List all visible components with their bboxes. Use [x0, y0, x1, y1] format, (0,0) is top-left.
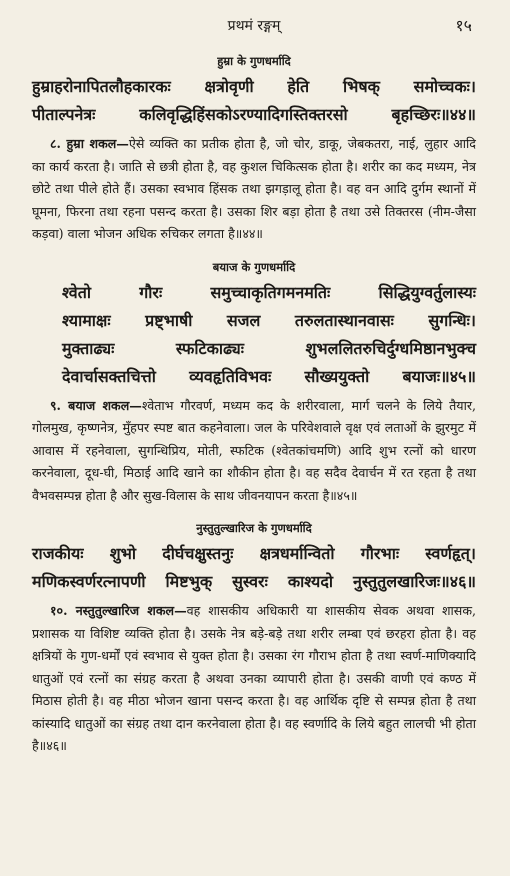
sanskrit-verse: [32, 279, 476, 391]
commentary-body: ऐसे व्यक्ति का प्रतीक होता है, जो चोर, डाकू, जेबकतरा, नाई, लुहार आदि का कार्य करता है। जाति से छत्री होता है, वह कुशल चिकित्सक होता है। शरीर का कद मध्यम, नेत्र छोटे तथा पीले होते हैं। उसका स्वभाव हिंसक तथा झगड़ालू होता है। वह वन आदि दुर्गम स्थानों में घूमना, फिरना तथा रहना पसन्द करता है। उसका शिर बड़ा होता है तथा उसे तिक्तरस (नीम-जैसा कड़वा) वाला भोजन अधिक रुचिकर लगता है॥४४॥: [32, 136, 476, 241]
commentary-lead: १०. नस्तुतुल्खारिज शकल—: [50, 603, 187, 618]
commentary-body: वह शासकीय अधिकारी या शासकीय सेवक अथवा शासक, प्रशासक या विशिष्ट व्यक्ति होता है। उसके नेत्र बड़े-बड़े तथा शरीर लम्बा एवं छरहरा होता है। वह क्षत्रियों के गुण-धर्मों एवं स्वभाव से युक्त होता है। उसका रंग गौराभ होता है तथा स्वर्ण-माणिक्यादि धातुओं एवं रत्नों का संग्रह करता है अथवा उनका व्यापारी होता है। उसकी वाणी एवं कण्ठ में मिठास होती है। वह मीठा भोजन खाना पसन्द करता है। वह आर्थिक दृष्टि से सम्पन्न होता है तथा कांस्यादि धातुओं का संग्रह तथा दान करनेवाला होता है। वह स्वर्णादि के लिये बहुत लालची भी होता है॥४६॥: [32, 603, 476, 753]
verse-section: [32, 260, 476, 508]
section-heading: नुस्तुतुल्खारिज के गुणधर्मादि: [196, 521, 312, 535]
verse-word: सिद्धियुग्वर्तुलास्यः: [378, 282, 476, 302]
verse-word: गौरभाः: [360, 544, 400, 563]
verse-line: [32, 279, 476, 307]
verse-word: काश्यदो: [287, 572, 333, 591]
verse-word: समोच्चकः।: [413, 77, 476, 96]
page-number: १५: [455, 16, 472, 35]
verse-word: दीर्घचक्षुस्तनुः: [162, 544, 234, 563]
verse-word: समुच्चाकृतिगमनमतिः: [210, 282, 331, 302]
verse-section: [32, 54, 476, 246]
verse-line: [32, 568, 476, 596]
section-heading: हुम्रा के गुणधर्मादि: [217, 54, 291, 68]
hindi-commentary: [32, 600, 476, 758]
verse-word: व्यवहृतिविभवः: [189, 366, 272, 386]
verse-line: [32, 307, 476, 335]
verse-word: सौख्ययुक्तो: [304, 366, 370, 386]
running-title: प्रथमं रङ्गम्: [227, 18, 281, 34]
verse-word: नुस्तुतुलखारिजः॥४६॥: [352, 572, 476, 591]
verse-word: मुक्ताढ्यः: [62, 338, 115, 358]
verse-word: स्फटिकाढ्यः: [175, 338, 244, 358]
verse-word: हुम्राहरोनापितलौहकारकः: [32, 77, 171, 96]
verse-line: [32, 101, 476, 129]
verse-word: मिष्टभुक्: [165, 572, 213, 591]
verse-word: राजकीयः: [32, 544, 84, 563]
verse-line: [32, 73, 476, 101]
section-heading: बयाज के गुणधर्मादि: [212, 259, 296, 274]
verse-word: कलिवृद्धिहिंसकोऽरण्यादिगस्तिक्तरसो: [139, 105, 348, 124]
verse-word: शुभललितरुचिर्दुग्धमिष्ठानभुक्च: [305, 338, 476, 358]
verse-line: [32, 540, 476, 568]
sections-container: [32, 54, 476, 758]
verse-line: [32, 363, 476, 391]
verse-word: बृहच्छिरः॥४४॥: [391, 105, 476, 124]
verse-word: क्षत्रधर्मान्वितो: [259, 544, 335, 563]
hindi-commentary: [32, 395, 476, 508]
hindi-commentary: [32, 133, 476, 246]
verse-word: बयाजः॥४५॥: [402, 366, 476, 386]
commentary-lead: ९. बयाज शकल—: [50, 397, 142, 413]
verse-word: देवार्चासक्तचित्तो: [62, 366, 156, 386]
verse-word: सुगन्धिः।: [428, 310, 476, 330]
verse-section: [32, 521, 476, 758]
verse-line: [32, 335, 476, 363]
running-header: [32, 14, 476, 40]
verse-word: मणिकस्वर्णरत्नापणी: [32, 572, 146, 591]
verse-word: सजल: [226, 310, 261, 330]
verse-word: शुभो: [109, 544, 136, 563]
sanskrit-verse: [32, 73, 476, 129]
verse-word: श्यामाक्षः: [62, 310, 111, 330]
verse-word: प्रष्ट्भाषी: [145, 310, 193, 330]
sanskrit-verse: [32, 540, 476, 596]
verse-word: भिषक्: [342, 77, 380, 96]
verse-word: हेति: [287, 77, 310, 96]
verse-word: स्वर्णहृत्।: [425, 544, 476, 563]
verse-word: पीताल्पनेत्रः: [32, 105, 96, 124]
verse-word: गौरः: [139, 282, 163, 302]
verse-word: सुस्वरः: [232, 572, 268, 591]
verse-word: तरुलतास्थानवासः: [294, 310, 394, 330]
commentary-body: श्वेताभ गौरवर्ण, मध्यम कद के शरीरवाला, मार्ग चलने के लिये तैयार, गोलमुख, कृष्णनेत्र, मुँहपर स्पष्ट बात कहनेवाला। जल के परिवेशवाले वृक्ष एवं लताओं के झुरमुट में आवास में रहनेवाला, सुगन्धिप्रिय, मोती, स्फटिक (श्वेतकांचमणि) आदि शुभ रत्नों को धारण करनेवाला, दूध-घी, मिठाई आदि खाने का शौकीन होता है। वह सदैव देवार्चन में रत रहता है तथा वैभवसम्पन्न होता है और सुख-विलास के साथ जीवनयापन करता है॥४५॥: [32, 397, 476, 503]
verse-word: क्षत्रोवृणी: [204, 77, 254, 96]
commentary-lead: ८. हुम्रा शकल—: [50, 136, 129, 151]
verse-word: श्वेतो: [62, 282, 91, 302]
